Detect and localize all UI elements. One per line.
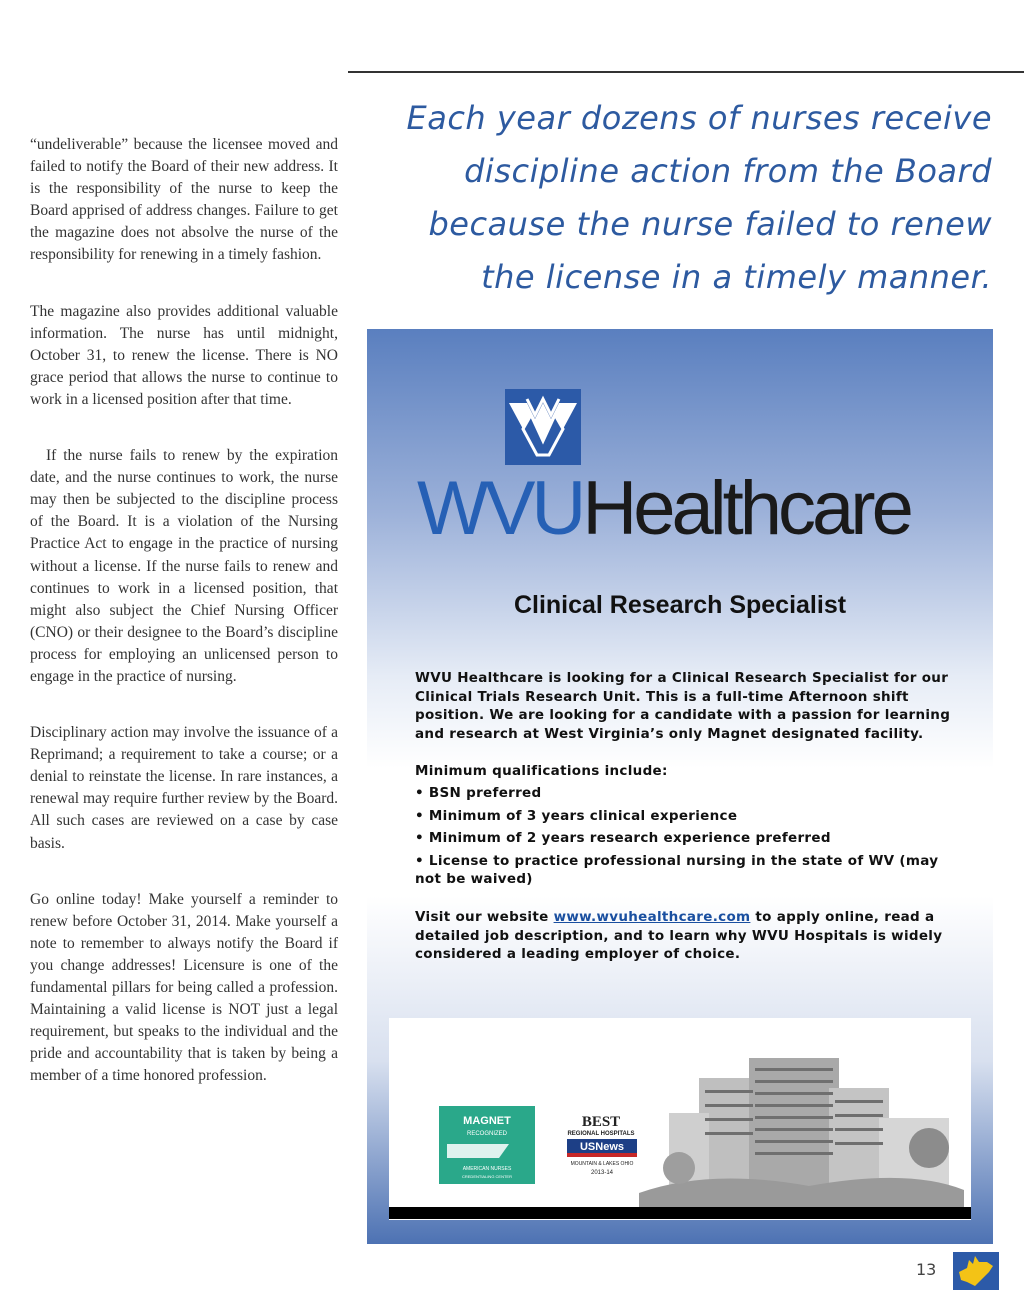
paragraph: “undeliverable” because the licensee moved and failed to notify the Board of their new address. It is the responsibility of the nurse to keep the Board apprised of address changes. Failure to get the magazine does not absolve the nurse of the responsibility for renewing in a timely fashion. bbox=[30, 136, 338, 264]
best-hospitals-badge bbox=[567, 1110, 645, 1182]
job-description bbox=[415, 669, 965, 983]
list-item: • License to practice professional nursing in the state of WV (may not be waived) bbox=[415, 852, 939, 888]
best-line4: MOUNTAIN & LAKES OHIO bbox=[570, 1161, 634, 1167]
wvu-healthcare-wordmark bbox=[417, 466, 910, 551]
paragraph: The magazine also provides additional valuable information. The nurse has until midnight, October 31, to renew the license. There is NO grace period that allows the nurse to continue to work in a licensed position after that time. bbox=[30, 302, 338, 408]
magnet-line3: AMERICAN NURSES bbox=[462, 1166, 512, 1172]
paragraph: Disciplinary action may involve the issuance of a Reprimand; a requirement to take a course; or a denial to reinstate the license. In rare instances, a renewal may require further review by the Board. All such cases are reviewed on a case by case basis. bbox=[30, 724, 338, 852]
apply-prefix: Visit our website bbox=[415, 908, 554, 925]
website-link[interactable]: www.wvuhealthcare.com bbox=[553, 908, 751, 925]
paragraph: If the nurse fails to renew by the expiration date, and the nurse continues to work, the nurse may then be subjected to the discipline process of the Board. It is a violation of the Nursing Practice Act to engage in the practice of nursing without a license. If the nurse fails to renew and continues to work in a licensed position, that might also subject the Chief Nursing Officer (CNO) or their designee to the Board’s discipline process for employing an unlicensed person to engage in the practice of nursing. bbox=[30, 447, 338, 685]
job-advertisement bbox=[367, 329, 993, 1244]
body-text-column bbox=[30, 134, 338, 1121]
list-item: • Minimum of 2 years research experience preferred bbox=[415, 830, 831, 847]
top-rule bbox=[348, 71, 1024, 73]
list-item: • BSN preferred bbox=[415, 784, 542, 801]
apply-text bbox=[415, 908, 965, 964]
best-line2: REGIONAL HOSPITALS bbox=[567, 1131, 635, 1137]
best-line5: 2013-14 bbox=[590, 1170, 614, 1176]
page-number: 13 bbox=[916, 1260, 937, 1279]
job-intro: WVU Healthcare is looking for a Clinical Research Specialist for our Clinical Trials Research Unit. This is a full-time Afternoon shift position. We are looking for a candidate with a passion for learning and research at West Virginia’s only Magnet designated facility. bbox=[415, 670, 951, 742]
west-virginia-state-icon bbox=[953, 1252, 999, 1290]
qualifications-list bbox=[415, 784, 965, 889]
best-line3: USNews bbox=[579, 1141, 625, 1153]
magnet-line2: RECOGNIZED bbox=[466, 1131, 508, 1137]
magnet-line4: CREDENTIALING CENTER bbox=[461, 1174, 513, 1179]
wordmark-healthcare: Healthcare bbox=[582, 466, 910, 551]
qualifications-heading: Minimum qualifications include: bbox=[415, 763, 668, 780]
wordmark-wvu: WVU bbox=[417, 466, 583, 551]
magnet-recognized-badge bbox=[439, 1106, 535, 1184]
pull-quote: Each year dozens of nurses receive discipline action from the Board because the nurse failed to renew the license in a timely manner. bbox=[406, 99, 992, 296]
list-item: • Minimum of 3 years clinical experience bbox=[415, 807, 738, 824]
hospital-photo bbox=[389, 1018, 971, 1220]
wvu-logo-icon bbox=[505, 389, 581, 465]
apply-suffix: to apply online, read a detailed job description, and to learn why WVU Hospitals is widely considered a leading employer of choice. bbox=[415, 908, 943, 963]
photo-bottom-bar bbox=[389, 1207, 971, 1219]
paragraph: Go online today! Make yourself a reminder to renew before October 31, 2014. Make yourself a note to remember to always notify the Board if you change addresses! Licensure is one of the fundamental pillars for being called a profession. Maintaining a valid license is NOT just a legal requirement, but speaks to the individual and the pride and accountability that is taken by being a member of a time honored profession. bbox=[30, 890, 338, 1085]
best-line1: BEST bbox=[581, 1114, 621, 1130]
job-title: Clinical Research Specialist bbox=[513, 591, 847, 619]
magnet-line1: MAGNET bbox=[463, 1115, 511, 1127]
